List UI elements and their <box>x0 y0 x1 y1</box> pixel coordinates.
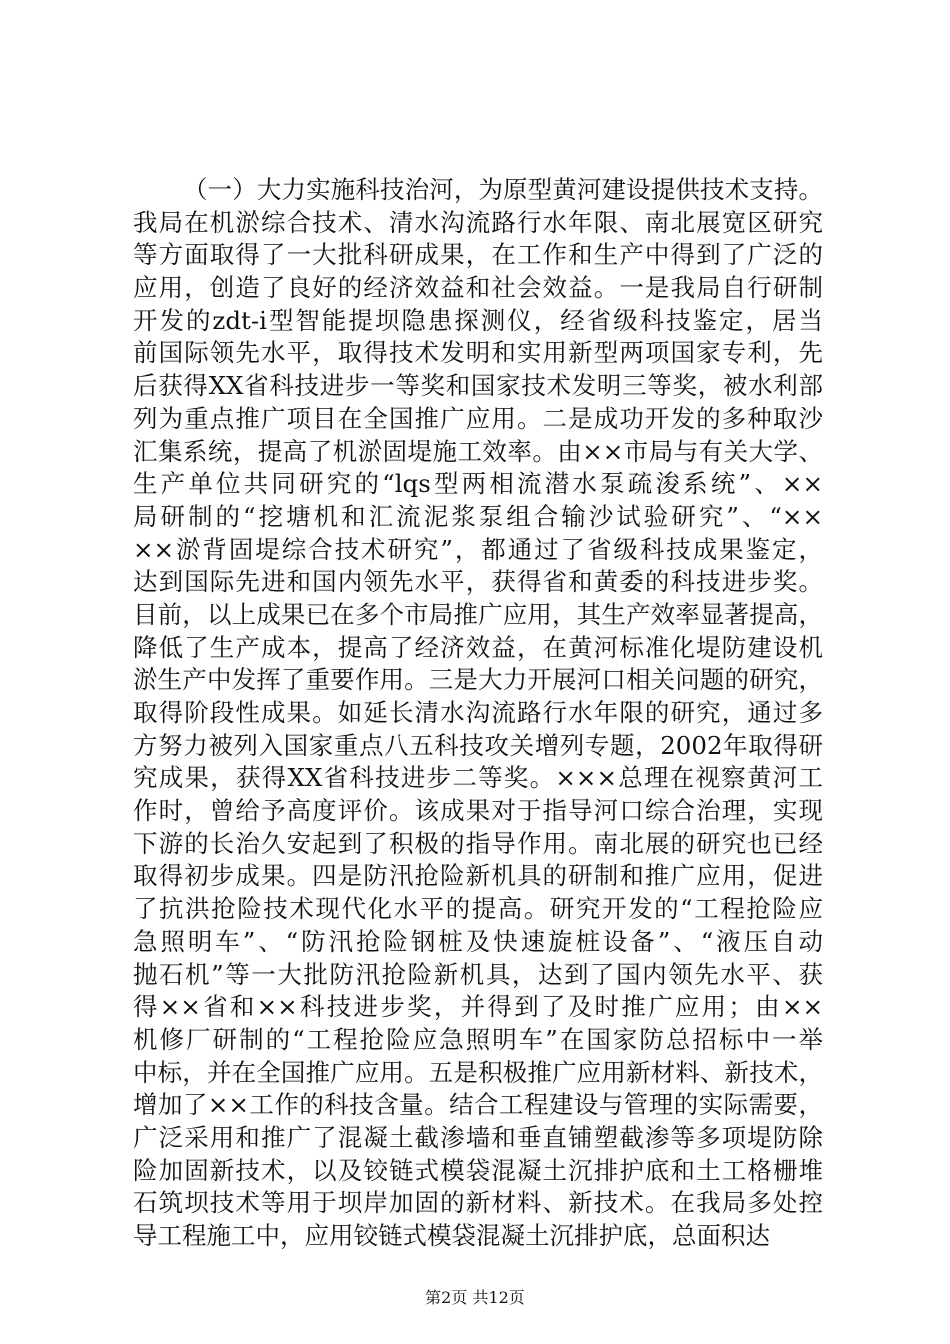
text-line: 险加固新技术，以及铰链式模袋混凝土沉排护底和土工格栅堆 <box>133 1155 823 1185</box>
text-line: 机修厂研制的“工程抢险应急照明车”在国家防总招标中一举 <box>133 1024 823 1054</box>
text-line: 目前，以上成果已在多个市局推广应用，其生产效率显著提高， <box>133 599 823 629</box>
text-line: （一）大力实施科技治河，为原型黄河建设提供技术支持。 <box>183 175 823 204</box>
text-line: 汇集系统，提高了机淤固堤施工效率。由××市局与有关大学、 <box>133 436 823 466</box>
text-line: 后获得XX省科技进步一等奖和国家技术发明三等奖，被水利部 <box>133 371 823 401</box>
text-line: 淤生产中发挥了重要作用。三是大力开展河口相关问题的研究， <box>133 665 823 695</box>
text-line: 我局在机淤综合技术、清水沟流路行水年限、南北展宽区研究 <box>133 207 823 237</box>
page-number-footer: 第2页 共12页 <box>425 1288 525 1307</box>
text-line: ××淤背固堤综合技术研究”，都通过了省级科技成果鉴定， <box>133 534 823 564</box>
text-line: 急照明车”、“防汛抢险钢桩及快速旋桩设备”、“液压自动 <box>133 926 823 956</box>
text-line: 局研制的“挖塘机和汇流泥浆泵组合输沙试验研究”、“×× <box>133 501 823 531</box>
text-line: 前国际领先水平，取得技术发明和实用新型两项国家专利，先 <box>133 338 823 368</box>
text-line: 列为重点推广项目在全国推广应用。二是成功开发的多种取沙 <box>133 403 823 433</box>
text-line: 应用，创造了良好的经济效益和社会效益。一是我局自行研制 <box>133 273 823 303</box>
text-line: 下游的长治久安起到了积极的指导作用。南北展的研究也已经 <box>133 828 823 858</box>
body-paragraph <box>133 174 823 1253</box>
text-line: 抛石机”等一大批防汛抢险新机具，达到了国内领先水平、获 <box>133 959 823 989</box>
text-line: 作时，曾给予高度评价。该成果对于指导河口综合治理，实现 <box>133 796 823 826</box>
text-line: 生产单位共同研究的“lqs型两相流潜水泵疏浚系统”、×× <box>133 469 823 499</box>
text-line: 中标，并在全国推广应用。五是积极推广应用新材料、新技术， <box>133 1057 823 1087</box>
text-line: 方努力被列入国家重点八五科技攻关增列专题，2002年取得研 <box>133 730 823 760</box>
text-line: 取得初步成果。四是防汛抢险新机具的研制和推广应用，促进 <box>133 861 823 891</box>
text-line: 达到国际先进和国内领先水平，获得省和黄委的科技进步奖。 <box>133 567 823 597</box>
text-line: 降低了生产成本，提高了经济效益，在黄河标准化堤防建设机 <box>133 632 823 662</box>
text-line: 石筑坝技术等用于坝岸加固的新材料、新技术。在我局多处控 <box>133 1188 823 1218</box>
text-line: 增加了××工作的科技含量。结合工程建设与管理的实际需要， <box>133 1090 823 1120</box>
text-line: 广泛采用和推广了混凝土截渗墙和垂直铺塑截渗等多项堤防除 <box>133 1122 823 1152</box>
text-line: 开发的zdt-i型智能提坝隐患探测仪，经省级科技鉴定，居当 <box>133 305 823 335</box>
text-line: 了抗洪抢险技术现代化水平的提高。研究开发的“工程抢险应 <box>133 894 823 924</box>
text-line: 导工程施工中，应用铰链式模袋混凝土沉排护底，总面积达 <box>133 1221 770 1250</box>
text-line: 究成果，获得XX省科技进步二等奖。×××总理在视察黄河工 <box>133 763 823 793</box>
text-line: 取得阶段性成果。如延长清水沟流路行水年限的研究，通过多 <box>133 698 823 727</box>
text-line: 得××省和××科技进步奖，并得到了及时推广应用；由×× <box>133 992 823 1022</box>
text-line: 等方面取得了一大批科研成果，在工作和生产中得到了广泛的 <box>133 240 823 270</box>
